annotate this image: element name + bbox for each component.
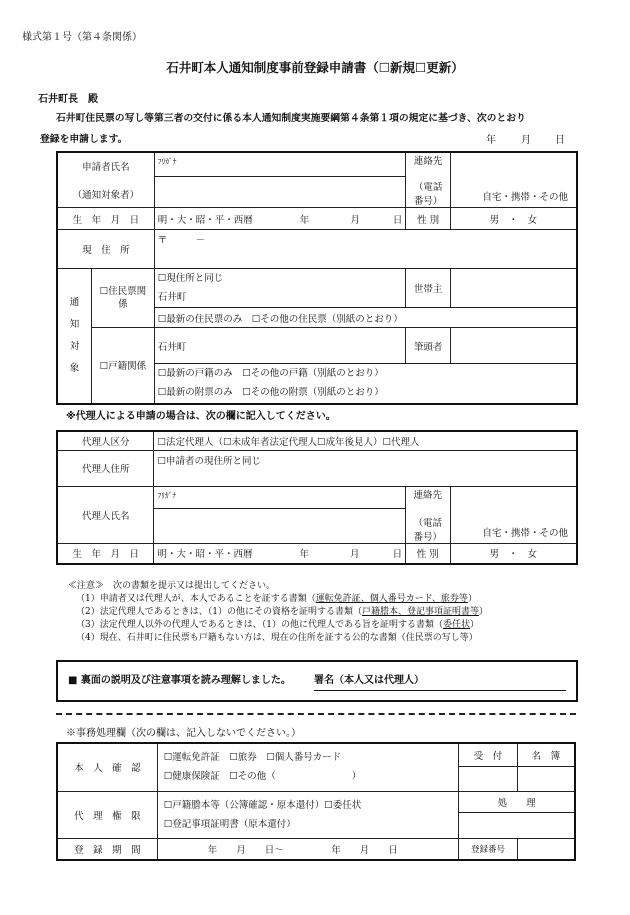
family-head-field[interactable]: [450, 328, 577, 364]
target-char-2: 知: [69, 318, 80, 330]
page-title: 石井町本人通知制度事前登録申請書（☐新規☐更新）: [166, 60, 464, 75]
agent-sex-field[interactable]: 男 ・ 女: [450, 543, 577, 564]
juminhyo-address[interactable]: [154, 269, 406, 308]
note-3: （3）法定代理人以外の代理人であるときは、（1）の他に代理人である旨を証明する書類（委任状）: [76, 620, 479, 630]
sex-field[interactable]: 男 ・ 女: [450, 208, 577, 230]
note-4: （4）現在、石井町に住民票も戸籍もない方は、現在の住所を証する公的な書類（住民票の写し等）: [76, 633, 478, 643]
sex-label: 性 別: [406, 208, 450, 230]
koseki-options[interactable]: [154, 364, 577, 404]
received-label: 受 付: [459, 743, 518, 766]
household-head-label: 世帯主: [406, 269, 450, 308]
birth-label: 生 年 月 日: [57, 208, 154, 230]
contact-label: [406, 152, 450, 208]
agent-contact-label: [406, 486, 450, 543]
agent-contact-text: 連絡先: [413, 489, 443, 501]
register-label: 名 簿: [517, 743, 575, 766]
intro-line-2: 登録を申請します。: [40, 134, 128, 145]
agent-era-options: 明・大・昭・平・西暦: [157, 549, 253, 561]
same-address-checkbox[interactable]: ☐現住所と同じ: [157, 273, 224, 284]
agent-contact-options: 自宅・携帯・その他: [482, 527, 568, 539]
agent-name-label: 代理人氏名: [57, 486, 154, 543]
fuhyo-options-line[interactable]: ☐最新の附票のみ ☐その他の附票（別紙のとおり）: [157, 387, 384, 399]
note-1: （1）申請者又は代理人が、本人であることを証する書類（運転免許証、個人番号カード、旅券等）: [76, 594, 477, 604]
household-head-field[interactable]: [450, 269, 577, 308]
birth-year: 年: [299, 214, 310, 226]
identity-line-1[interactable]: ☐運転免許証 ☐旅券 ☐個人番号カード: [163, 752, 342, 764]
received-field[interactable]: [459, 766, 518, 791]
address-label: 現 住 所: [57, 230, 154, 269]
cut-line: [56, 713, 576, 715]
family-head-label: 筆頭者: [406, 328, 450, 364]
register-field[interactable]: [517, 766, 575, 791]
agent-furigana-cell[interactable]: [154, 486, 406, 508]
date-year: 年: [486, 135, 496, 146]
agent-birth-day: 日: [392, 549, 403, 561]
contact-label-text: 連絡先: [413, 156, 443, 167]
juminhyo-options[interactable]: ☐最新の住民票のみ ☐その他の住民票（別紙のとおり）: [154, 308, 577, 328]
agent-birth-label: 生 年 月 日: [57, 543, 154, 564]
birth-field[interactable]: [154, 208, 406, 230]
agent-table: [56, 430, 578, 565]
note-2: （2）法定代理人であるときは、（1）の他にその資格を証明する書類（戸籍謄本、登記事項証明書等）: [76, 607, 488, 617]
target-char-4: 象: [69, 362, 80, 374]
furigana-cell[interactable]: [154, 152, 406, 177]
contact-options: 自宅・携帯・その他: [482, 192, 568, 203]
birth-day: 日: [392, 214, 403, 226]
form-number: 様式第１号（第４条関係）: [22, 32, 142, 43]
name-label-text: 申請者氏名: [82, 162, 130, 173]
reg-no-label: 登録番号: [459, 838, 518, 860]
juminhyo-checkbox[interactable]: ☐住民票関係: [91, 269, 154, 328]
identity-line-2[interactable]: ☐健康保険証 ☐その他（ ）: [163, 771, 362, 783]
office-note: ※事務処理欄（次の欄は、記入しないでください。）: [66, 728, 301, 739]
agent-birth-month: 月: [350, 549, 360, 561]
applicant-name-field[interactable]: [154, 177, 406, 208]
date-day: 日: [555, 135, 565, 146]
contact-field[interactable]: [450, 152, 577, 208]
confirmation-text: ■ 裏面の説明及び注意事項を読み理解しました。: [68, 675, 291, 686]
koseki-options-line[interactable]: ☐最新の戸籍のみ ☐その他の戸籍（別紙のとおり）: [157, 368, 384, 380]
notes-heading: ≪注意≫ 次の書類を提示又は提出してください。: [68, 581, 276, 591]
notify-target-label: [57, 269, 91, 404]
koseki-checkbox[interactable]: ☐戸籍関係: [91, 328, 154, 404]
agent-furigana-label: ﾌﾘｶﾞﾅ: [157, 490, 177, 500]
signature-label: 署名（本人又は代理人）: [314, 675, 424, 686]
era-options: 明・大・昭・平・西暦: [157, 214, 253, 226]
date-month: 月: [521, 135, 531, 146]
furigana-label: ﾌﾘｶﾞﾅ: [157, 157, 177, 166]
agent-contact-field[interactable]: [450, 486, 577, 543]
koseki-town: 石井町: [157, 341, 187, 353]
target-char-3: 対: [69, 340, 80, 352]
confirmation-box: [56, 660, 578, 702]
agent-birth-field[interactable]: [154, 543, 406, 564]
juminhyo-town: 石井町: [157, 292, 187, 303]
identity-options[interactable]: [157, 743, 458, 791]
authority-label: 代 理 権 限: [57, 791, 157, 838]
notes-block: [68, 580, 488, 645]
koseki-address[interactable]: [154, 328, 406, 364]
agent-type-options[interactable]: ☐法定代理人（☐未成年者法定代理人☐成年後見人）☐代理人: [154, 431, 577, 450]
process-label: 処 理: [459, 791, 575, 812]
agent-address-field[interactable]: ☐申請者の現住所と同じ: [154, 450, 577, 486]
period-label: 登 録 期 間: [57, 838, 157, 860]
authority-options[interactable]: [157, 791, 458, 838]
addressee: 石井町長 殿: [38, 94, 98, 105]
agent-address-label: 代理人住所: [57, 450, 154, 486]
applicant-name-label: [57, 152, 154, 208]
applicant-table: [56, 151, 578, 405]
office-table: [56, 742, 576, 861]
name-sub-text: （通知対象者）: [72, 190, 140, 201]
reg-no-field[interactable]: [517, 838, 575, 860]
signature-line[interactable]: [314, 690, 566, 691]
target-char-1: 通: [69, 296, 80, 308]
address-field[interactable]: [154, 230, 577, 269]
agent-type-label: 代理人区分: [57, 431, 154, 450]
agent-sex-label: 性 別: [406, 543, 450, 564]
identity-label: 本 人 確 認: [57, 743, 157, 791]
birth-month: 月: [350, 214, 360, 226]
intro-line-1: 石井町住民票の写し等第三者の交付に係る本人通知制度実施要綱第４条第１項の規定に基づき、次のとおり: [56, 113, 526, 124]
authority-line-1[interactable]: ☐戸籍謄本等（公簿確認・原本還付）☐委任状: [163, 799, 362, 811]
authority-line-2[interactable]: ☐登記事項証明書（原本還付）: [163, 818, 296, 830]
contact-sub-text: （電話番号）: [413, 182, 443, 207]
agent-birth-year: 年: [299, 549, 309, 561]
period-field[interactable]: 年 月 日～ 年 月 日: [157, 838, 458, 860]
process-field[interactable]: [459, 812, 575, 838]
postal-mark: 〒 －: [157, 235, 206, 246]
agent-contact-sub: （電話番号）: [413, 517, 443, 543]
agent-name-field[interactable]: [154, 508, 406, 543]
agent-note: ※代理人による申請の場合は、次の欄に記入してください。: [66, 411, 336, 422]
